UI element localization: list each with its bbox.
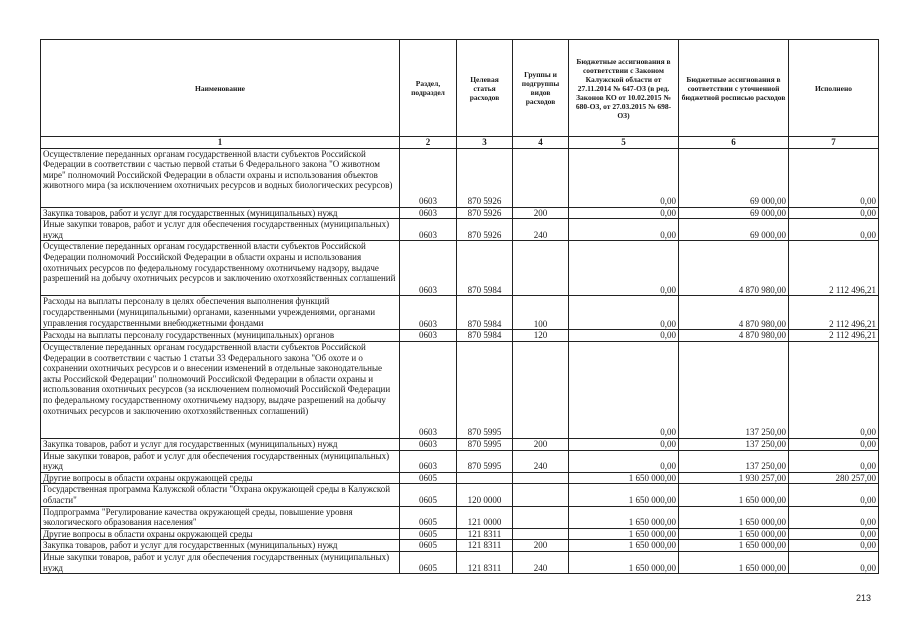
table-row	[41, 241, 879, 296]
column-number: 5	[569, 137, 679, 149]
row-law-amount: 1 650 000,00	[569, 506, 679, 528]
row-section: 0605	[400, 506, 457, 528]
row-executed-amount: 0,00	[789, 484, 879, 506]
row-section: 0605	[400, 472, 457, 484]
row-law-amount: 1 650 000,00	[569, 551, 679, 573]
row-section: 0603	[400, 207, 457, 219]
row-section: 0605	[400, 528, 457, 540]
column-number: 1	[41, 137, 400, 149]
column-number: 2	[400, 137, 457, 149]
row-refined-amount: 1 650 000,00	[679, 528, 789, 540]
row-expense-group	[513, 341, 569, 438]
row-expense-group	[513, 484, 569, 506]
row-section: 0603	[400, 450, 457, 472]
row-expense-group: 240	[513, 219, 569, 241]
row-name: Иные закупки товаров, работ и услуг для обеспечения государственных (муниципальных) нужд	[41, 551, 400, 573]
row-law-amount: 1 650 000,00	[569, 472, 679, 484]
table-row	[41, 528, 879, 540]
row-section: 0605	[400, 540, 457, 552]
table-row	[41, 296, 879, 330]
row-section: 0603	[400, 296, 457, 330]
row-expense-group: 240	[513, 450, 569, 472]
row-expense-group	[513, 148, 569, 207]
row-target-item: 870 5984	[457, 330, 513, 342]
row-law-amount: 0,00	[569, 148, 679, 207]
row-law-amount: 1 650 000,00	[569, 540, 679, 552]
row-section: 0605	[400, 484, 457, 506]
row-target-item: 121 8311	[457, 528, 513, 540]
header-section: Раздел, подраздел	[400, 40, 457, 137]
row-refined-amount: 1 650 000,00	[679, 540, 789, 552]
page-number: 213	[856, 593, 872, 603]
row-executed-amount: 2 112 496,21	[789, 296, 879, 330]
header-executed: Исполнено	[789, 40, 879, 137]
row-name: Иные закупки товаров, работ и услуг для обеспечения государственных (муниципальных) нужд	[41, 450, 400, 472]
header-target-item: Целевая статья расходов	[457, 40, 513, 137]
row-executed-amount: 2 112 496,21	[789, 330, 879, 342]
header-row	[41, 40, 879, 137]
row-section: 0605	[400, 551, 457, 573]
row-target-item: 870 5995	[457, 341, 513, 438]
header-name: Наименование	[41, 40, 400, 137]
table-row	[41, 540, 879, 552]
table-row	[41, 341, 879, 438]
row-law-amount: 0,00	[569, 341, 679, 438]
row-name: Осуществление переданных органам государственной власти субъектов Российской Федерации в соответствии с частью 1 статьи 33 Федерального закона "Об охоте и о сохранении охотничьих ресурсов и о внесении изменений в отдельные законодательные акты Российской Федерации" полномочий Российской Федерации в области охраны и использования охотничьих ресурсов (за исключением полномочий Российской Федерации по федеральному государственному охотничьему надзору, выдаче разрешений на добычу охотничьих ресурсов и заключению охотхозяйственных соглашений)	[41, 341, 400, 438]
row-section: 0603	[400, 148, 457, 207]
row-refined-amount: 1 930 257,00	[679, 472, 789, 484]
row-executed-amount: 0,00	[789, 207, 879, 219]
row-name: Иные закупки товаров, работ и услуг для обеспечения государственных (муниципальных) нужд	[41, 219, 400, 241]
row-refined-amount: 4 870 980,00	[679, 241, 789, 296]
row-expense-group: 240	[513, 551, 569, 573]
row-law-amount: 0,00	[569, 330, 679, 342]
row-name: Осуществление переданных органам государственной власти субъектов Российской Федерации полномочий Российской Федерации в области охраны и использования охотничьих ресурсов по федеральному государственному охотничьему надзору, выдаче разрешений на добычу охотничьих ресурсов и заключению охотхозяйственных соглашений	[41, 241, 400, 296]
table-row	[41, 506, 879, 528]
row-refined-amount: 69 000,00	[679, 219, 789, 241]
row-law-amount: 1 650 000,00	[569, 484, 679, 506]
row-expense-group: 200	[513, 207, 569, 219]
table-row	[41, 472, 879, 484]
row-executed-amount: 0,00	[789, 438, 879, 450]
column-number: 6	[679, 137, 789, 149]
row-name: Расходы на выплаты персоналу государственных (муниципальных) органов	[41, 330, 400, 342]
row-name: Расходы на выплаты персоналу в целях обеспечения выполнения функций государственными (муниципальными) органами, казенными учреждениями, органами управления государственными внебюджетными фондами	[41, 296, 400, 330]
row-refined-amount: 69 000,00	[679, 207, 789, 219]
header-law-allocations: Бюджетные ассигнования в соответствии с Законом Калужской области от 27.11.2014 № 647-ОЗ (в ред. Законов КО от 10.02.2015 № 680-ОЗ, от 27.03.2015 № 698-ОЗ)	[569, 40, 679, 137]
row-expense-group	[513, 472, 569, 484]
budget-table	[40, 39, 879, 574]
row-refined-amount: 137 250,00	[679, 438, 789, 450]
row-refined-amount: 137 250,00	[679, 450, 789, 472]
row-expense-group	[513, 241, 569, 296]
row-law-amount: 1 650 000,00	[569, 528, 679, 540]
row-refined-amount: 69 000,00	[679, 148, 789, 207]
row-refined-amount: 1 650 000,00	[679, 506, 789, 528]
row-expense-group: 120	[513, 330, 569, 342]
row-target-item: 121 8311	[457, 540, 513, 552]
row-expense-group: 200	[513, 438, 569, 450]
column-number: 3	[457, 137, 513, 149]
row-refined-amount: 137 250,00	[679, 341, 789, 438]
row-refined-amount: 4 870 980,00	[679, 296, 789, 330]
row-target-item: 870 5984	[457, 241, 513, 296]
row-expense-group	[513, 528, 569, 540]
row-target-item: 870 5926	[457, 207, 513, 219]
row-executed-amount: 0,00	[789, 506, 879, 528]
row-law-amount: 0,00	[569, 241, 679, 296]
table-row	[41, 438, 879, 450]
row-executed-amount: 0,00	[789, 219, 879, 241]
row-target-item	[457, 472, 513, 484]
column-numbers-row	[41, 137, 879, 149]
row-executed-amount: 0,00	[789, 540, 879, 552]
row-target-item: 870 5995	[457, 450, 513, 472]
row-executed-amount: 0,00	[789, 450, 879, 472]
row-law-amount: 0,00	[569, 219, 679, 241]
column-number: 4	[513, 137, 569, 149]
table-row	[41, 450, 879, 472]
row-expense-group: 100	[513, 296, 569, 330]
row-target-item: 870 5926	[457, 148, 513, 207]
row-refined-amount: 4 870 980,00	[679, 330, 789, 342]
row-target-item: 870 5995	[457, 438, 513, 450]
row-name: Закупка товаров, работ и услуг для государственных (муниципальных) нужд	[41, 207, 400, 219]
header-refined-allocations: Бюджетные ассигнования в соответствии с уточненной бюджетной росписью расходов	[679, 40, 789, 137]
table-row	[41, 551, 879, 573]
row-section: 0603	[400, 438, 457, 450]
row-section: 0603	[400, 219, 457, 241]
row-expense-group: 200	[513, 540, 569, 552]
row-law-amount: 0,00	[569, 296, 679, 330]
table-row	[41, 148, 879, 207]
row-expense-group	[513, 506, 569, 528]
header-expense-groups: Группы и подгруппы видов расходов	[513, 40, 569, 137]
row-section: 0603	[400, 330, 457, 342]
row-name: Подпрограмма "Регулирование качества окружающей среды, повышение уровня экологического образования населения"	[41, 506, 400, 528]
row-target-item: 121 0000	[457, 506, 513, 528]
row-section: 0603	[400, 341, 457, 438]
row-executed-amount: 280 257,00	[789, 472, 879, 484]
row-name: Другие вопросы в области охраны окружающей среды	[41, 472, 400, 484]
row-executed-amount: 0,00	[789, 341, 879, 438]
row-name: Осуществление переданных органам государственной власти субъектов Российской Федерации в соответствии с частью первой статьи 6 Федерального закона "О животном мире" полномочий Российской Федерации в области охраны и использования объектов животного мира (за исключением охотничьих ресурсов и водных биологических ресурсов)	[41, 148, 400, 207]
table-row	[41, 207, 879, 219]
row-executed-amount: 0,00	[789, 528, 879, 540]
row-law-amount: 0,00	[569, 438, 679, 450]
row-name: Государственная программа Калужской области "Охрана окружающей среды в Калужской области"	[41, 484, 400, 506]
row-executed-amount: 0,00	[789, 551, 879, 573]
row-section: 0603	[400, 241, 457, 296]
row-target-item: 870 5926	[457, 219, 513, 241]
row-target-item: 870 5984	[457, 296, 513, 330]
row-refined-amount: 1 650 000,00	[679, 551, 789, 573]
row-law-amount: 0,00	[569, 207, 679, 219]
row-name: Закупка товаров, работ и услуг для государственных (муниципальных) нужд	[41, 438, 400, 450]
column-number: 7	[789, 137, 879, 149]
row-executed-amount: 0,00	[789, 148, 879, 207]
row-executed-amount: 2 112 496,21	[789, 241, 879, 296]
table-row	[41, 330, 879, 342]
row-target-item: 121 8311	[457, 551, 513, 573]
table-row	[41, 219, 879, 241]
row-name: Закупка товаров, работ и услуг для государственных (муниципальных) нужд	[41, 540, 400, 552]
row-name: Другие вопросы в области охраны окружающей среды	[41, 528, 400, 540]
table-row	[41, 484, 879, 506]
row-refined-amount: 1 650 000,00	[679, 484, 789, 506]
row-target-item: 120 0000	[457, 484, 513, 506]
row-law-amount: 0,00	[569, 450, 679, 472]
